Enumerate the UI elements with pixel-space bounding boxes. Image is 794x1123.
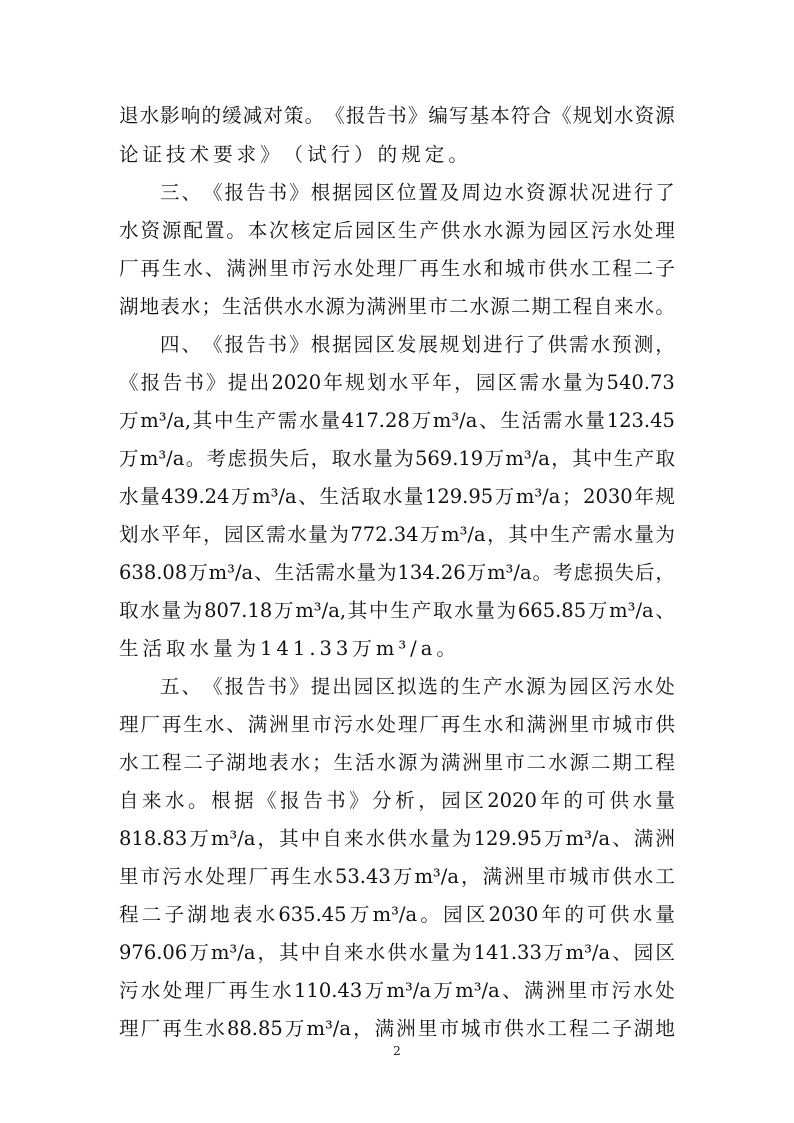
text-line: 水 工 程 二 子 湖 地 表 水 ； 生 活 水 源 为 满 洲 里 市 二 水 源 二 期 工 程 [119,751,675,774]
text-line: 湖 地 表 水 ； 生 活 供 水 水 源 为 满 洲 里 市 二 水 源 二 期 工 程 自 来 水 。 [119,295,675,318]
text-line: 里 市 污 水 处 理 厂 再 生 水 53.43 万 m³/a ， 满 洲 里 市 城 市 供 水 工 [119,865,675,888]
text-line: 取 水 量 为 807.18 万 m³/a, 其 中 生 产 取 水 量 为 665.85 万 m³/a 、 [119,599,675,622]
text-line: 三 、 《 报 告 书 》 根 据 园 区 位 置 及 周 边 水 资 源 状 况 进 行 了 [160,181,675,204]
text-line: 划 水 平 年 ， 园 区 需 水 量 为 772.34 万 m³/a ， 其 中 生 产 需 水 量 为 [119,523,675,546]
text-line: 厂 再 生 水 、 满 洲 里 市 污 水 处 理 厂 再 生 水 和 城 市 供 水 工 程 二 子 [119,257,675,280]
text-line: 水 资 源 配 置 。 本 次 核 定 后 园 区 生 产 供 水 水 源 为 园 区 污 水 处 理 [119,219,675,242]
text-line: 污 水 处 理 厂 再 生 水 110.43 万 m³/a 万 m³/a 、 满 洲 里 市 污 水 处 [119,979,675,1002]
text-line: 五 、 《 报 告 书 》 提 出 园 区 拟 选 的 生 产 水 源 为 园 区 污 水 处 [160,675,675,698]
text-line: 976.06 万 m³/a ， 其 中 自 来 水 供 水 量 为 141.33 万 m³/a 、 园 区 [119,941,675,964]
text-line: 818.83 万 m³/a ， 其 中 自 来 水 供 水 量 为 129.95 万 m³/a 、 满 洲 [119,827,675,850]
text-line: 638.08 万 m³/a 、 生 活 需 水 量 为 134.26 万 m³/a 。 考 虑 损 失 后 ， [119,561,675,584]
text-line: 生 活 取 水 量 为 141.33 万 m³/a 。 [119,637,460,660]
text-line: 四 、 《 报 告 书 》 根 据 园 区 发 展 规 划 进 行 了 供 需 水 预 测 ， [160,333,675,356]
page-number: 2 [393,1044,401,1058]
text-line: 《 报 告 书 》 提 出 2020 年 规 划 水 平 年 ， 园 区 需 水 量 为 540.73 [119,371,675,394]
text-line: 自 来 水 。 根 据 《 报 告 书 》 分 析 ， 园 区 2020 年 的 可 供 水 量 [119,789,675,812]
text-line: 万 m³/a, 其 中 生 产 需 水 量 417.28 万 m³/a 、 生 活 需 水 量 123.45 [119,409,675,432]
text-line: 万 m³/a 。 考 虑 损 失 后 ， 取 水 量 为 569.19 万 m³/a ， 其 中 生 产 取 [119,447,675,470]
text-line: 论 证 技 术 要 求 》 （ 试 行 ） 的 规 定 。 [119,143,472,166]
text-line: 水 量 439.24 万 m³/a 、 生 活 取 水 量 129.95 万 m³/a ； 2030 年 规 [119,485,675,508]
text-line: 理 厂 再 生 水 、 满 洲 里 市 污 水 处 理 厂 再 生 水 和 满 洲 里 市 城 市 供 [119,713,675,736]
text-line: 退 水 影 响 的 缓 减 对 策 。 《 报 告 书 》 编 写 基 本 符 合 《 规 划 水 资 源 [119,104,675,127]
text-line: 理 厂 再 生 水 88.85 万 m³/a ， 满 洲 里 市 城 市 供 水 工 程 二 子 湖 地 [119,1017,675,1040]
text-line: 程 二 子 湖 地 表 水 635.45 万 m³/a 。 园 区 2030 年 的 可 供 水 量 [119,903,675,926]
